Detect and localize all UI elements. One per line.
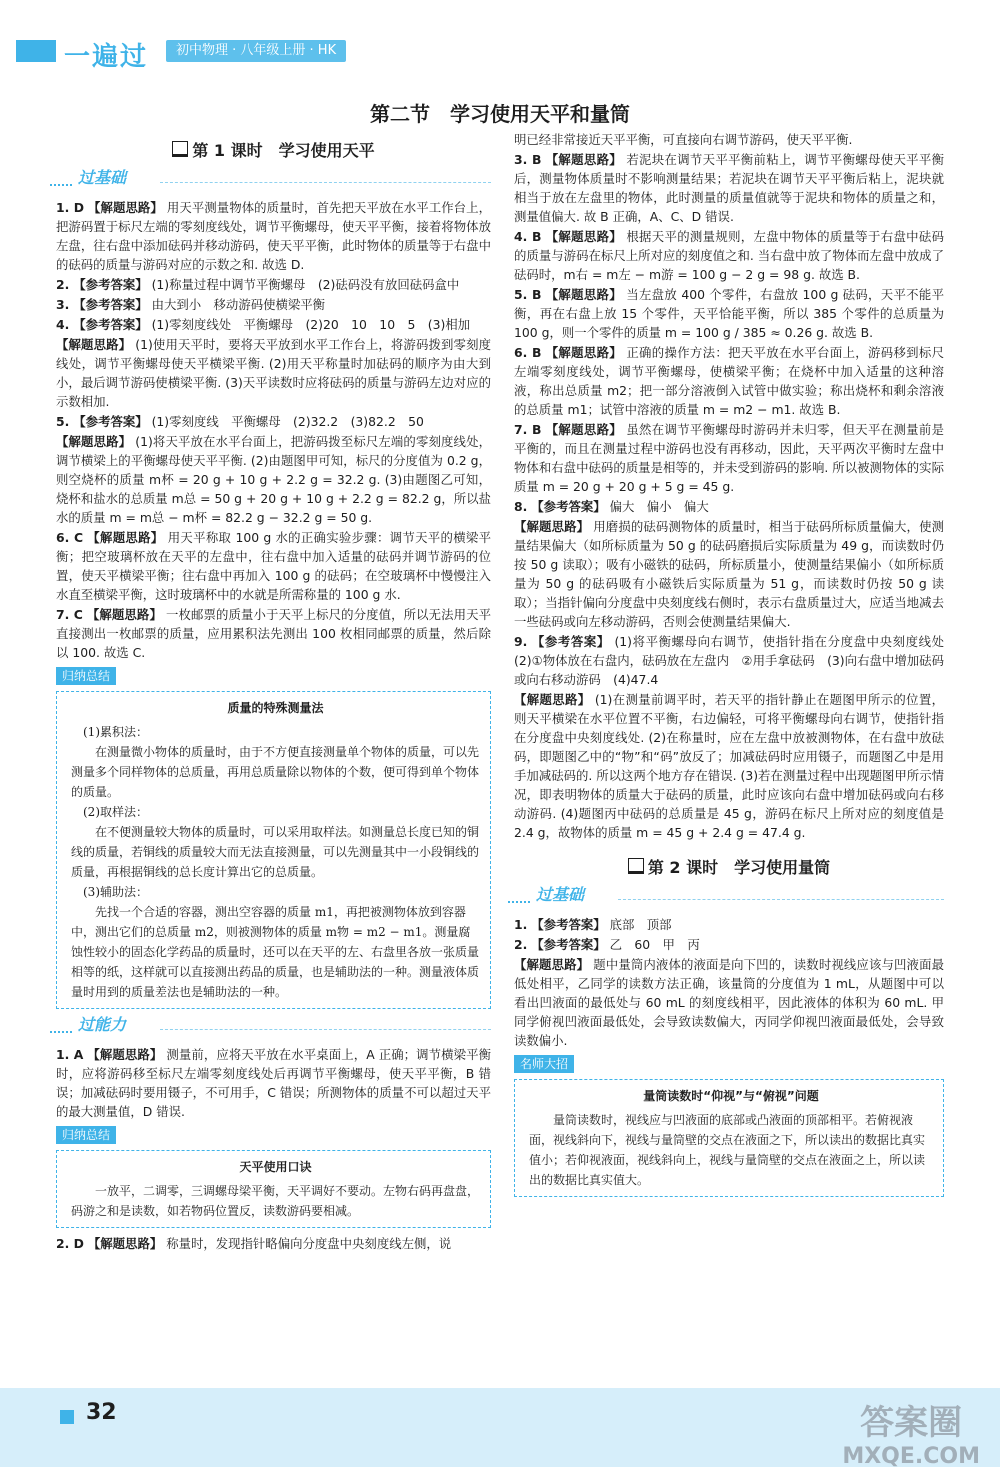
item-number: 4. B xyxy=(514,229,542,244)
item-number: 2. D xyxy=(56,1236,84,1251)
section-ability-label: 过能力 xyxy=(78,1015,127,1034)
list-item xyxy=(514,420,944,496)
section-basic-label: 过基础 xyxy=(78,168,127,187)
item-tag: 【解题思路】 xyxy=(545,422,623,437)
item-tag: 【参考答案】 xyxy=(531,634,610,649)
list-item xyxy=(514,632,957,689)
lesson2-item-list xyxy=(514,915,944,1050)
chapter-title: 第二节 学习使用天平和量筒 xyxy=(370,102,630,126)
page-number: 32 xyxy=(86,1400,117,1425)
list-item xyxy=(56,335,491,411)
ability-item-list xyxy=(56,1045,491,1121)
header-color-block xyxy=(16,40,56,62)
tip-box xyxy=(514,1079,944,1197)
item-text: 偏大 偏小 偏大 xyxy=(609,499,709,514)
list-item xyxy=(56,1234,491,1253)
item-tag: 【参考答案】 xyxy=(531,937,606,952)
watermark-text: 答案圈 xyxy=(860,1403,963,1443)
page-number-marker xyxy=(60,1410,74,1424)
list-item xyxy=(56,412,491,431)
section-divider xyxy=(618,899,944,900)
item-text: 当左盘放 400 个零件，右盘放 100 g 砝码，天平不能平衡，再在右盘上放 15 个零件，天平恰能平衡，所以 385 个零件的总质量为 100 g，则一个零件的质量 m = 100 g / 385 ≈ 0.26 g. 故选 B. xyxy=(514,287,944,340)
wave-icon xyxy=(508,891,530,903)
item-text: 题中量筒内液体的液面是向下凹的，读数时视线应该与凹液面最低处相平，乙同学的读数方法正确，该量筒的分度值为 1 mL，从题图中可以看出凹液面的最低处与 60 mL 的刻度线相平，因此液体的体积为 60 mL. 甲同学俯视凹液面最低处，会导致读数偏大，丙同学仰视凹液面最低处，会导致读数偏小. xyxy=(514,957,945,1048)
mnemonic-badge: 归纳总结 xyxy=(56,1126,116,1144)
list-item xyxy=(56,528,491,604)
series-tag: 初中物理 · 八年级上册 · HK xyxy=(166,40,346,62)
item-number: 1. A xyxy=(56,1047,84,1062)
item-text: 根据天平的测量规则，左盘中物体的质量等于右盘中砝码的质量与游码在标尺上所对应的刻度值之和. 当右盘中放了物体而左盘中放成了砝码时，m右 = m左 − m游 = 100 g − 2 g = 98 g. 故选 B. xyxy=(514,229,944,282)
item-text: 测量前，应将天平放在水平桌面上，A 正确；调节横梁平衡时，应将游码移至标尺左端零刻度线处后再调节平衡螺母，使天平平衡，B 错误；加减砝码时要用镊子，不可用手，C 错误；所测物体的质量不可以超过天平的最大测量值，D 错误. xyxy=(56,1047,492,1119)
item-text: 底部 顶部 xyxy=(609,917,672,932)
item-number: 5. xyxy=(56,414,70,429)
item-number: 9. xyxy=(514,634,528,649)
summary-paragraph: (1)累积法： xyxy=(83,725,148,739)
list-item xyxy=(56,295,491,314)
item-text: 正确的操作方法：把天平放在水平台面上，游码移到标尺左端零刻度线处，调节平衡螺母，使横梁平衡；在烧杯中加入适量的这种溶液，称出总质量 m2；把一部分溶液倒入试管中做实验；称出烧杯和剩余溶液的总质量 m1；试管中溶液的质量 m = m2 − m1. 故选 B. xyxy=(514,345,944,417)
section-basic-label-2: 过基础 xyxy=(536,885,585,904)
item-tag: 【解题思路】 xyxy=(545,152,623,167)
right-item-list xyxy=(514,150,957,842)
item-text: 若泥块在调节天平平衡前粘上，调节平衡螺母使天平平衡后，测量物体质量时不影响测量结果；若泥块在调节天平平衡后粘上，泥块就相当于放在左盘里的物体，此时测量的质量值就等于泥块和物体的质量之和，测量值偏大. 故 B 正确，A、C、D 错误. xyxy=(514,152,944,224)
tip-title: 量筒读数时“仰视”与“俯视”问题 xyxy=(643,1089,819,1103)
list-item xyxy=(56,198,491,274)
page-header xyxy=(0,0,1000,80)
list-item xyxy=(514,343,944,419)
item-text: (1)将平衡螺母向右调节，使指针指在分度盘中央刻度线处 (2)①物体放在右盘内，砝码放在左盘内 ②用手拿砝码 (3)向右盘中增加砝码或向右移动游码 (4)47.4 xyxy=(514,634,957,687)
list-item xyxy=(514,935,944,954)
item-number: 6. C xyxy=(56,530,84,545)
item-tag: 【解题思路】 xyxy=(545,229,623,244)
list-item xyxy=(56,605,491,662)
item-tag: 【解题思路】 xyxy=(87,1236,163,1251)
list-item xyxy=(514,955,944,1050)
summary-paragraph: 在不便测量较大物体的质量时，可以采用取样法。如测量总长度已知的铜线的质量，若铜线的质量较大而无法直接测量，可以先测量其中一小段铜线的质量，再根据铜线的总长度计算出它的总质量。 xyxy=(71,825,480,879)
summary-paragraph: (3)辅助法： xyxy=(83,885,148,899)
item-text: (1)零刻度线 平衡螺母 (2)32.2 (3)82.2 50 xyxy=(151,414,424,429)
list-item xyxy=(56,315,491,334)
item-tag: 【解题思路】 xyxy=(88,200,163,215)
lesson1-item-list xyxy=(56,198,491,662)
watermark xyxy=(842,1395,980,1469)
section-divider xyxy=(160,182,491,183)
item-tag: 【解题思路】 xyxy=(87,530,164,545)
item-number: 8. xyxy=(514,499,528,514)
item-text: 称量时，发现指针略偏向分度盘中央刻度线左侧，说 xyxy=(166,1236,452,1251)
item-tag: 【解题思路】 xyxy=(514,957,590,972)
right-column xyxy=(514,130,957,1203)
item-tag: 【参考答案】 xyxy=(73,297,148,312)
list-item xyxy=(514,517,944,631)
item-number: 7. C xyxy=(56,607,83,622)
left-column xyxy=(56,125,491,1254)
list-item xyxy=(514,285,944,342)
item-tag: 【解题思路】 xyxy=(86,607,162,622)
continuation-text: 明已经非常接近天平平衡，可直接向右调节游码，使天平平衡. xyxy=(514,132,853,147)
summary-badge: 归纳总结 xyxy=(56,667,116,685)
brand-logo: 一遍过 xyxy=(64,42,149,72)
tip-text: 量筒读数时，视线应与凹液面的底部或凸液面的顶部相平。若俯视液面，视线斜向下，视线与量筒壁的交点在液面之下，所以读出的数据比真实值小；若仰视液面，视线斜向上，视线与量筒壁的交点在液面之上，所以读出的数据比真实值大。 xyxy=(529,1113,926,1187)
lesson2-title xyxy=(514,858,944,877)
item-number: 2. xyxy=(56,277,70,292)
list-item xyxy=(56,432,491,527)
wave-icon xyxy=(50,174,72,186)
list-item xyxy=(514,690,944,842)
item-number: 4. xyxy=(56,317,70,332)
book-icon xyxy=(172,141,188,157)
watermark-url: MXQE.COM xyxy=(842,1444,980,1469)
item-text: 由大到小 移动游码使横梁平衡 xyxy=(151,297,326,312)
item-number: 6. B xyxy=(514,345,542,360)
item-number: 5. B xyxy=(514,287,542,302)
item-tag: 【解题思路】 xyxy=(56,337,132,352)
item-text: 用天平测量物体的质量时，首先把天平放在水平工作台上，把游码置于标尺左端的零刻度线处，调节平衡螺母，使天平平衡，接着将物体放左盘，往右盘中添加砝码并移动游码，使天平平衡，此时物体的质量等于右盘中的砝码的质量与游码对应的示数之和. 故选 D. xyxy=(56,200,491,272)
summary-paragraph: 先找一个合适的容器，测出空容器的质量 m1，再把被测物体放到容器中，测出它们的总质量 m2，则被测物体的质量 m物 = m2 − m1。测量腐蚀性较小的固态化学药品的质量时，还可以在天平的左、右盘里各放一张质量相等的纸，这样就可以直接测出药品的质量，也是辅助法的一种。测量液体质量时用到的质量差法也是辅助法的一种。 xyxy=(71,905,480,999)
summary-paragraphs xyxy=(71,722,480,1002)
lesson1-title xyxy=(56,141,491,160)
item-tag: 【参考答案】 xyxy=(73,277,148,292)
summary-paragraph: 在测量微小物体的质量时，由于不方便直接测量单个物体的质量，可以先测量多个同样物体的总质量，再用总质量除以物体的个数，便可得到单个物体的质量。 xyxy=(71,745,480,799)
item-number: 7. B xyxy=(514,422,542,437)
summary-paragraph: (2)取样法： xyxy=(83,805,148,819)
list-item xyxy=(56,1045,491,1121)
list-item xyxy=(514,227,944,284)
item-tag: 【参考答案】 xyxy=(531,917,606,932)
summary-title: 质量的特殊测量法 xyxy=(227,701,324,715)
wave-icon xyxy=(50,1021,72,1033)
item-text: 用磨损的砝码测物体的质量时，相当于砝码所标质量偏大，使测量结果偏大（如所标质量为 50 g 的砝码磨损后实际质量为 49 g，而读数时仍按 50 g 读取）；吸有小磁铁的砝码，所标质量小，使测量结果偏小（如所标质量为 50 g 的砝码吸有小磁铁后实际质量为 51 g，而读数时仍按 50 g 读取）；当指针偏向分度盘中央刻度线右侧时，表示右盘质量过大，应适当地减去一些砝码或向左移动游码，否则会使测量结果偏大. xyxy=(514,519,945,629)
item-number: 2. xyxy=(514,937,528,952)
item-text: (1)在测量前调平时，若天平的指针静止在题图甲所示的位置，则天平横梁在水平位置不平衡，右边偏轻，可将平衡螺母向右调节，使指针指在分度盘中央刻度线处. (2)在称量时，应在左盘中放被测物体，在右盘中放砝码，即题图乙中的“物”和“码”放反了；加减砝码时应用镊子，而题图乙中是用手加减砝码的. 所以这两个地方存在错误. (3)若在测量过程中出现题图甲所示情况，即表明物体的质量大于砝码的质量，此时应该向右盘中增加砝码或向右移动游码. (4)题图丙中砝码的总质量是 45 g，游码在标尺上所对应的刻度值是 2.4 g，故物体的质量 m = 45 g + 2.4 g = 47.4 g. xyxy=(514,692,944,840)
section-basic-header xyxy=(50,168,491,194)
item-text: 虽然在调节平衡螺母时游码并未归零，但天平在测量前是平衡的，而且在测量过程中游码也没有再移动，因此，天平两次平衡时左盘中物体和右盘中砝码的质量是相等的，并未受到游码的影响. 所以被测物体的实际质量 m = 20 g + 20 g + 5 g = 45 g. xyxy=(514,422,944,494)
summary-box xyxy=(56,691,491,1009)
item-tag: 【参考答案】 xyxy=(73,414,148,429)
mnemonic-text: 一放平，二调零，三调螺母梁平衡，天平调好不要动。左物右码再盘盘，码游之和是读数，如若物码位置反，读数游码要相减。 xyxy=(71,1184,480,1218)
item-tag: 【参考答案】 xyxy=(73,317,148,332)
item-text: 乙 60 甲 丙 xyxy=(609,937,700,952)
list-item xyxy=(56,275,491,294)
item-tag: 【解题思路】 xyxy=(56,434,132,449)
mnemonic-title: 天平使用口诀 xyxy=(239,1160,312,1174)
item-text: 一枚邮票的质量小于天平上标尺的分度值，所以无法用天平直接测出一枚邮票的质量，应用累积法先测出 100 枚相同邮票的质量，然后除以 100. 故选 C. xyxy=(56,607,491,660)
item-tag: 【解题思路】 xyxy=(514,692,591,707)
item-text: (1)将天平放在水平台面上，把游码拨至标尺左端的零刻度线处，调节横梁上的平衡螺母使天平平衡. (2)由题图甲可知，标尺的分度值为 0.2 g，则空烧杯的质量 m杯 = 20 g + 10 g + 2.2 g = 32.2 g. (3)由题图乙可知，烧杯和盐水的总质量 m总 = 50 g + 20 g + 10 g + 2.2 g = 82.2 g，所以盐水的质量 m = m总 − m杯 = 82.2 g − 32.2 g = 50 g. xyxy=(56,434,491,525)
item-text: (1)零刻度线处 平衡螺母 (2)20 10 10 5 (3)相加 xyxy=(151,317,471,332)
lesson2-title-text: 第 2 课时 学习使用量筒 xyxy=(647,858,831,877)
item-tag: 【解题思路】 xyxy=(545,345,623,360)
item-text: 用天平称取 100 g 水的正确实验步骤：调节天平的横梁平衡；把空玻璃杯放在天平的左盘中，往右盘中加入适量的砝码并调节游码的位置，使天平横梁平衡；往右盘中再加入 100 g 的砝码；在空玻璃杯中慢慢注入水直至横梁平衡，这时玻璃杯中的水就是所需称量的 100 g 水. xyxy=(56,530,491,602)
item-number: 3. xyxy=(56,297,70,312)
list-item xyxy=(514,497,944,516)
item-number: 3. B xyxy=(514,152,542,167)
section-ability-header xyxy=(50,1015,491,1041)
section-basic-header-2 xyxy=(508,885,944,911)
list-item xyxy=(514,915,944,934)
item-number: 1. D xyxy=(56,200,85,215)
book-icon xyxy=(628,858,644,874)
tip-badge: 名师大招 xyxy=(514,1055,574,1073)
item-text: (1)使用天平时，要将天平放到水平工作台上，将游码拨到零刻度线处，调节平衡螺母使天平横梁平衡. (2)用天平称量时加砝码的顺序为由大到小，最后调节游码使横梁平衡. (3)天平读数时应将砝码的质量与游码左边对应的示数相加. xyxy=(56,337,491,409)
item-tag: 【解题思路】 xyxy=(87,1047,163,1062)
lesson1-title-text: 第 1 课时 学习使用天平 xyxy=(192,141,375,160)
item-tag: 【解题思路】 xyxy=(514,519,590,534)
item-tag: 【解题思路】 xyxy=(545,287,622,302)
item-text: (1)称量过程中调节平衡螺母 (2)砝码没有放回砝码盒中 xyxy=(151,277,460,292)
item-number: 1. xyxy=(514,917,528,932)
mnemonic-box xyxy=(56,1150,491,1228)
section-divider xyxy=(160,1029,491,1030)
list-item xyxy=(514,150,944,226)
item-tag: 【参考答案】 xyxy=(531,499,606,514)
